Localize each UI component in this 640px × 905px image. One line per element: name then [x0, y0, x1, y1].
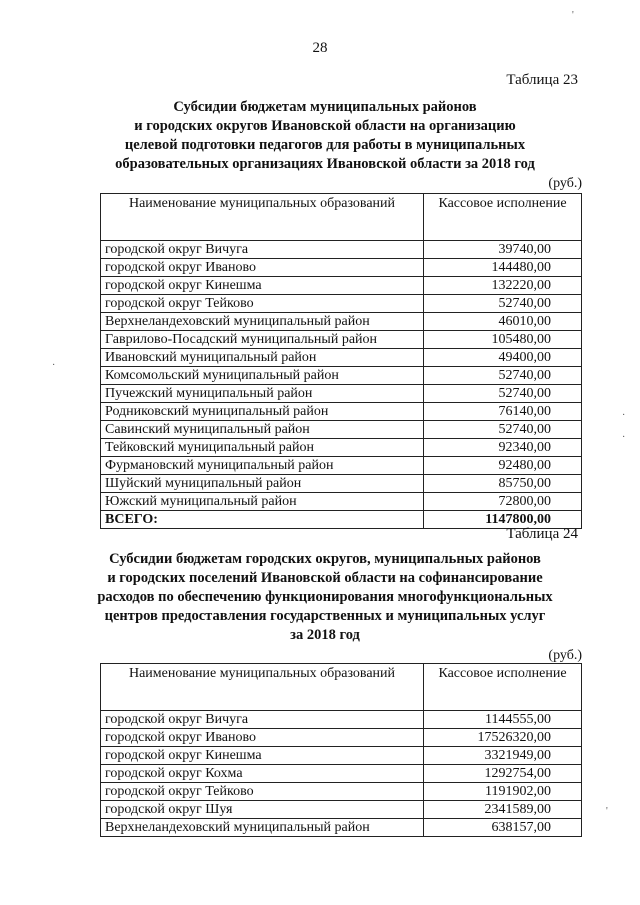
municipality-name: городской округ Кинешма: [101, 747, 424, 765]
column-header-name: Наименование муниципальных образований: [101, 664, 424, 711]
amount-value: 49400,00: [424, 349, 582, 367]
table-row: [101, 277, 582, 295]
table-row: [101, 475, 582, 493]
municipality-name: городской округ Вичуга: [101, 711, 424, 729]
municipality-name: городской округ Иваново: [101, 729, 424, 747]
amount-value: 638157,00: [424, 819, 582, 837]
title-line: расходов по обеспечению функционирования многофункциональных: [97, 589, 553, 605]
table-row: [101, 783, 582, 801]
municipality-name: Южский муниципальный район: [101, 493, 424, 511]
title-line: и городских округов Ивановской области на организацию: [134, 118, 516, 134]
municipality-name: городской округ Вичуга: [101, 241, 424, 259]
table-row: [101, 711, 582, 729]
amount-value: 76140,00: [424, 403, 582, 421]
municipality-name: Ивановский муниципальный район: [101, 349, 424, 367]
page-number: 28: [312, 40, 328, 56]
column-header-amount: Кассовое исполнение: [424, 194, 582, 241]
amount-value: 2341589,00: [424, 801, 582, 819]
title-line: образовательных организациях Ивановской области за 2018 год: [115, 156, 535, 172]
title-line: Субсидии бюджетам городских округов, муниципальных районов: [109, 551, 541, 567]
title-line: центров предоставления государственных и муниципальных услуг: [104, 608, 546, 624]
amount-value: 92480,00: [424, 457, 582, 475]
amount-value: 52740,00: [424, 367, 582, 385]
table-row: [101, 729, 582, 747]
column-header-name: Наименование муниципальных образований: [101, 194, 424, 241]
municipality-name: Савинский муниципальный район: [101, 421, 424, 439]
table-row: [101, 259, 582, 277]
amount-value: 46010,00: [424, 313, 582, 331]
total-label: ВСЕГО:: [101, 511, 424, 529]
table-row: [101, 349, 582, 367]
table-row: [101, 801, 582, 819]
table-row: [101, 765, 582, 783]
table-row: [101, 295, 582, 313]
table-row: [101, 819, 582, 837]
table-24: [100, 663, 582, 837]
title-line: целевой подготовки педагогов для работы в муниципальных: [124, 137, 526, 153]
amount-value: 3321949,00: [424, 747, 582, 765]
scan-speck: ': [606, 806, 608, 817]
table-row: [101, 241, 582, 259]
municipality-name: Пучежский муниципальный район: [101, 385, 424, 403]
table-23-label: Таблица 23: [506, 72, 578, 88]
municipality-name: Верхнеландеховский муниципальный район: [101, 819, 424, 837]
municipality-name: городской округ Тейково: [101, 295, 424, 313]
title-line: и городских поселений Ивановской области на софинансирование: [107, 570, 543, 586]
table-row: [101, 747, 582, 765]
column-header-amount: Кассовое исполнение: [424, 664, 582, 711]
municipality-name: Родниковский муниципальный район: [101, 403, 424, 421]
title-line: Субсидии бюджетам муниципальных районов: [173, 99, 477, 115]
scan-speck: ·: [622, 432, 626, 443]
scan-speck: ': [572, 10, 574, 21]
unit-label: (руб.): [548, 176, 582, 191]
municipality-name: городской округ Кохма: [101, 765, 424, 783]
amount-value: 52740,00: [424, 295, 582, 313]
municipality-name: Верхнеландеховский муниципальный район: [101, 313, 424, 331]
title-line: за 2018 год: [290, 627, 360, 643]
table-row: [101, 403, 582, 421]
amount-value: 52740,00: [424, 385, 582, 403]
municipality-name: городской округ Тейково: [101, 783, 424, 801]
table-row: [101, 385, 582, 403]
municipality-name: Фурмановский муниципальный район: [101, 457, 424, 475]
amount-value: 92340,00: [424, 439, 582, 457]
table-24-title: [60, 550, 590, 645]
amount-value: 52740,00: [424, 421, 582, 439]
amount-value: 1292754,00: [424, 765, 582, 783]
municipality-name: Гаврилово-Посадский муниципальный район: [101, 331, 424, 349]
scan-speck: ·: [622, 410, 626, 421]
amount-value: 39740,00: [424, 241, 582, 259]
table-23-title: [60, 98, 590, 174]
amount-value: 1144555,00: [424, 711, 582, 729]
amount-value: 72800,00: [424, 493, 582, 511]
table-row: [101, 457, 582, 475]
municipality-name: Тейковский муниципальный район: [101, 439, 424, 457]
amount-value: 132220,00: [424, 277, 582, 295]
table-23: [100, 193, 582, 529]
table-24-label: Таблица 24: [506, 526, 578, 542]
table-row: [101, 367, 582, 385]
amount-value: 1191902,00: [424, 783, 582, 801]
municipality-name: городской округ Иваново: [101, 259, 424, 277]
unit-label: (руб.): [548, 648, 582, 663]
municipality-name: городской округ Шуя: [101, 801, 424, 819]
amount-value: 144480,00: [424, 259, 582, 277]
total-value: 1147800,00: [424, 511, 582, 529]
amount-value: 105480,00: [424, 331, 582, 349]
municipality-name: Шуйский муниципальный район: [101, 475, 424, 493]
table-header-row: [101, 664, 582, 711]
municipality-name: городской округ Кинешма: [101, 277, 424, 295]
amount-value: 17526320,00: [424, 729, 582, 747]
table-row: [101, 439, 582, 457]
table-row: [101, 421, 582, 439]
table-row: [101, 493, 582, 511]
amount-value: 85750,00: [424, 475, 582, 493]
table-row: [101, 313, 582, 331]
municipality-name: Комсомольский муниципальный район: [101, 367, 424, 385]
table-header-row: [101, 194, 582, 241]
table-row: [101, 331, 582, 349]
scan-speck: ·: [52, 360, 56, 371]
